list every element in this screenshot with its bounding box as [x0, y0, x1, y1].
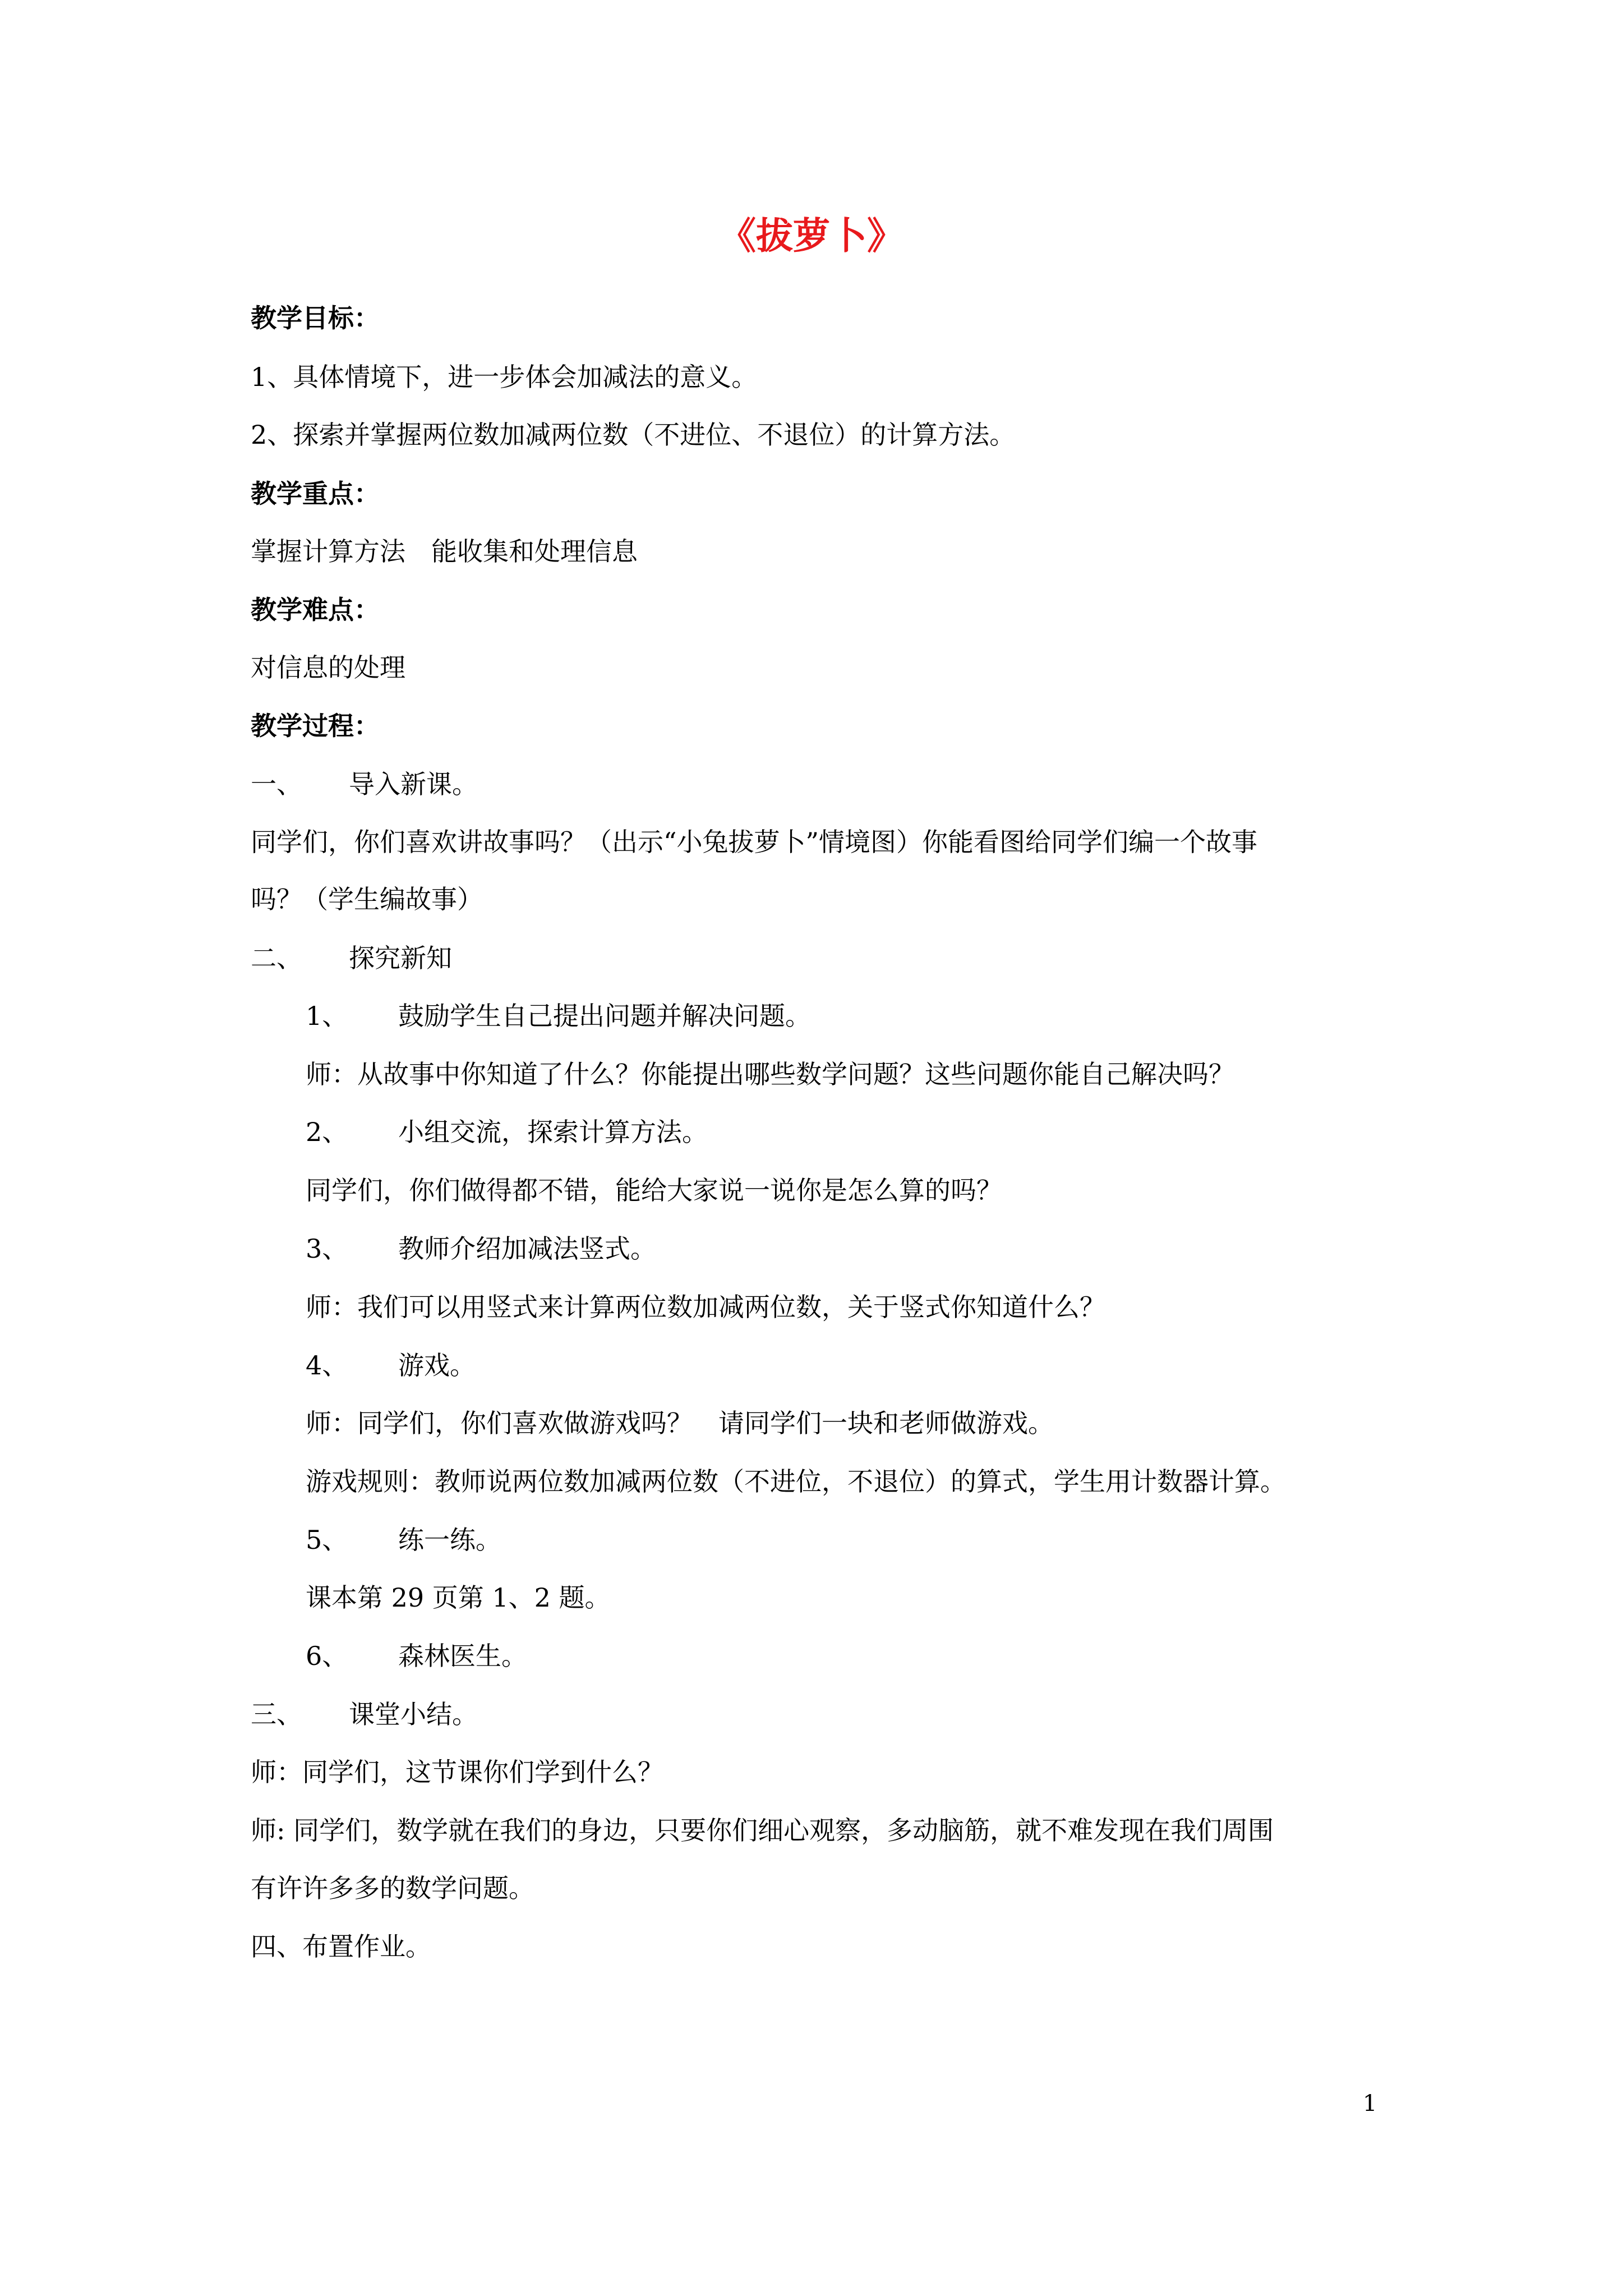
key-points-heading: 教学重点：: [251, 478, 380, 509]
section-title: 探究新知: [349, 943, 452, 973]
section-title: 导入新课。: [349, 769, 478, 799]
goal-item: 1、具体情境下，进一步体会加减法的意义。: [251, 362, 758, 392]
step-title: 练一练。: [398, 1525, 501, 1555]
section-number: 一、: [251, 769, 302, 799]
step-text: 师：我们可以用竖式来计算两位数加减两位数，关于竖式你知道什么？: [306, 1292, 1105, 1322]
step-title: 森林医生。: [398, 1641, 527, 1671]
step-title: 鼓励学生自己提出问题并解决问题。: [398, 1001, 811, 1031]
page-number: 1: [1363, 2091, 1377, 2116]
section-title: 课堂小结。: [349, 1699, 478, 1729]
goals-heading: 教学目标：: [251, 303, 380, 333]
step-heading: [306, 1114, 708, 1150]
step-number: 3、: [306, 1234, 348, 1264]
step-text: 同学们，你们做得都不错，能给大家说一说你是怎么算的吗？: [306, 1175, 1002, 1205]
paragraph-line: 吗？（学生编故事）: [251, 884, 483, 914]
section-number: 二、: [251, 943, 302, 973]
step-number: 2、: [306, 1117, 348, 1147]
section-heading: [251, 1696, 478, 1732]
difficulties-heading: 教学难点：: [251, 595, 380, 625]
step-number: 6、: [306, 1641, 348, 1671]
page-title: 《拔萝卜》: [719, 214, 904, 257]
section-number: 三、: [251, 1699, 302, 1729]
paragraph-line: 有许许多多的数学问题。: [251, 1873, 534, 1903]
step-heading: [306, 998, 811, 1034]
goal-item: 2、探索并掌握两位数加减两位数（不进位、不退位）的计算方法。: [251, 420, 1016, 450]
process-heading: 教学过程：: [251, 711, 380, 741]
step-number: 1、: [306, 1001, 348, 1031]
section-heading: [251, 940, 452, 976]
step-title: 游戏。: [398, 1350, 476, 1381]
section-heading: [251, 766, 478, 802]
step-text: 课本第 29 页第 1、2 题。: [306, 1582, 611, 1613]
difficulties-text: 对信息的处理: [251, 652, 405, 683]
step-title: 小组交流，探索计算方法。: [398, 1117, 708, 1147]
step-title: 教师介绍加减法竖式。: [398, 1234, 656, 1264]
key-points-text: 掌握计算方法 能收集和处理信息: [251, 536, 638, 567]
paragraph-line: 师: 同学们，数学就在我们的身边，只要你们细心观察，多动脑筋，就不难发现在我们周围: [251, 1815, 1274, 1846]
paragraph-line: 师：同学们，这节课你们学到什么？: [251, 1757, 663, 1787]
step-heading: [306, 1347, 476, 1383]
step-heading: [306, 1638, 527, 1674]
step-heading: [306, 1522, 501, 1558]
paragraph-line: 同学们，你们喜欢讲故事吗？（出示“小兔拔萝卜”情境图）你能看图给同学们编一个故事: [251, 827, 1258, 857]
step-number: 5、: [306, 1525, 348, 1555]
step-number: 4、: [306, 1350, 348, 1381]
step-text: 师：从故事中你知道了什么？你能提出哪些数学问题？这些问题你能自己解决吗？: [306, 1059, 1234, 1089]
step-heading: [306, 1231, 656, 1267]
step-text: 师：同学们，你们喜欢做游戏吗？ 请同学们一块和老师做游戏。: [306, 1408, 1054, 1438]
step-text: 游戏规则：教师说两位数加减两位数（不进位，不退位）的算式，学生用计数器计算。: [306, 1466, 1286, 1497]
section-heading: 四、布置作业。: [251, 1931, 431, 1962]
